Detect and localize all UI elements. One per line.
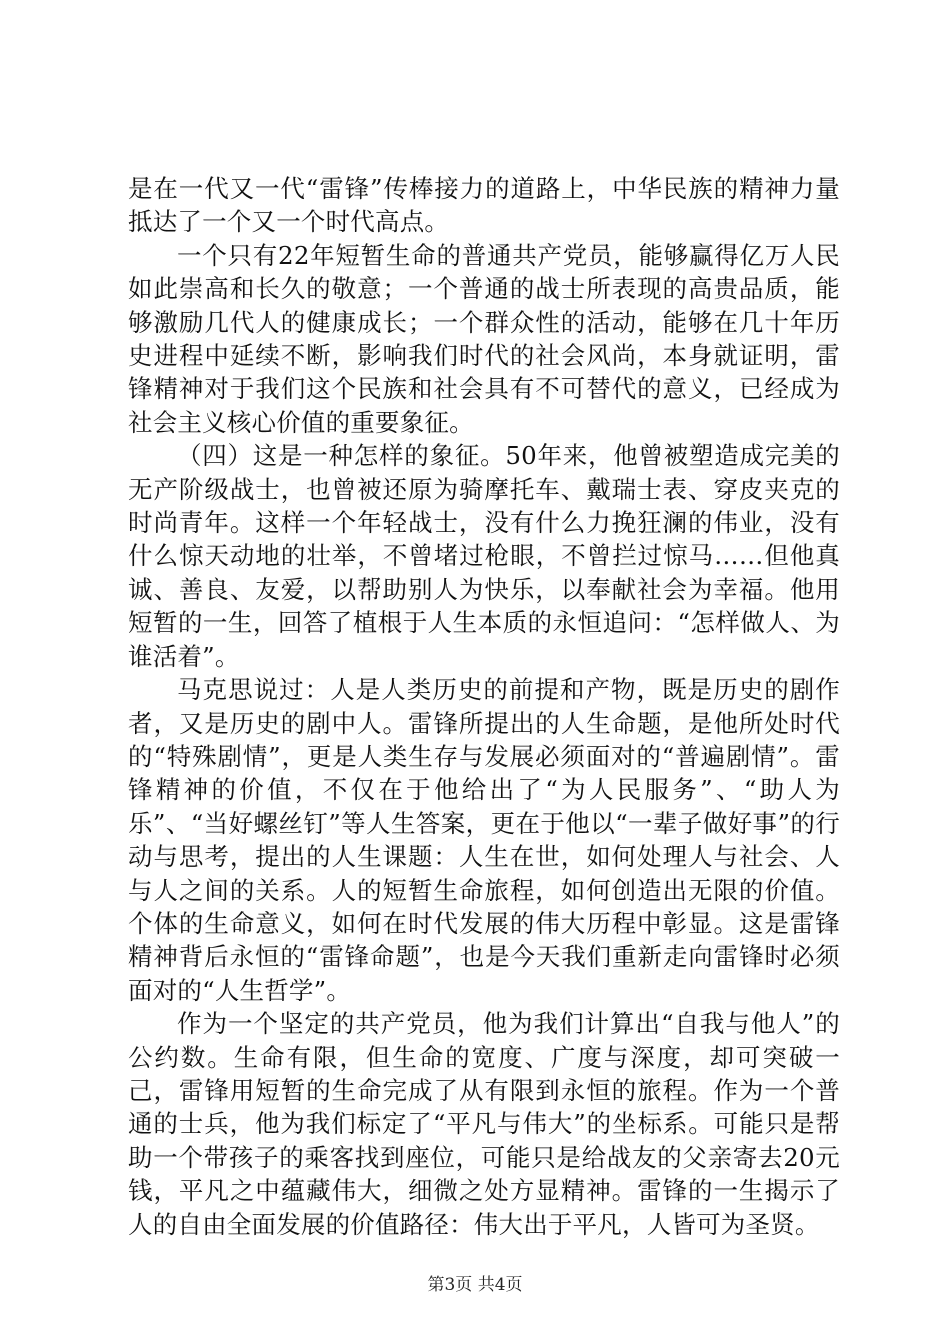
paragraph-4: 马克思说过：人是人类历史的前提和产物，既是历史的剧作者，又是历史的剧中人。雷锋所提出的人生命题，是他所处时代的“特殊剧情”，更是人类生存与发展必须面对的“普遍剧情”。雷锋精神的价值，不仅在于他给出了“为人民服务”、“助人为乐”、“当好螺丝钉”等人生答案，更在于他以“一辈子做好事”的行动与思考，提出的人生课题：人生在世，如何处理人与社会、人与人之间的关系。人的短暂生命旅程，如何创造出无限的价值。个体的生命意义，如何在时代发展的伟大历程中彰显。这是雷锋精神背后永恒的“雷锋命题”，也是今天我们重新走向雷锋时必须面对的“人生哲学”。 <box>128 675 840 1005</box>
paragraph-1: 是在一代又一代“雷锋”传棒接力的道路上，中华民族的精神力量抵达了一个又一个时代高点。 <box>128 174 840 237</box>
page-number-footer: 第3页 共4页 <box>427 1275 523 1295</box>
paragraph-5: 作为一个坚定的共产党员，他为我们计算出“自我与他人”的公约数。生命有限，但生命的宽度、广度与深度，却可突破一己，雷锋用短暂的生命完成了从有限到永恒的旅程。作为一个普通的士兵，他为我们标定了“平凡与伟大”的坐标系。可能只是帮助一个带孩子的乘客找到座位，可能只是给战友的父亲寄去20元钱，平凡之中蕴藏伟大，细微之处方显精神。雷锋的一生揭示了人的自由全面发展的价值路径：伟大出于平凡，人皆可为圣贤。 <box>128 1009 840 1239</box>
paragraph-2: 一个只有22年短暂生命的普通共产党员，能够赢得亿万人民如此崇高和长久的敬意；一个普通的战士所表现的高贵品质，能够激励几代人的健康成长；一个群众性的活动，能够在几十年历史进程中延续不断，影响我们时代的社会风尚，本身就证明，雷锋精神对于我们这个民族和社会具有不可替代的意义，已经成为社会主义核心价值的重要象征。 <box>128 240 840 437</box>
document-body <box>128 172 840 1241</box>
paragraph-3: （四）这是一种怎样的象征。50年来，他曾被塑造成完美的无产阶级战士，也曾被还原为骑摩托车、戴瑞士表、穿皮夹克的时尚青年。这样一个年轻战士，没有什么力挽狂澜的伟业，没有什么惊天动地的壮举，不曾堵过枪眼，不曾拦过惊马……但他真诚、善良、友爱，以帮助别人为快乐，以奉献社会为幸福。他用短暂的一生，回答了植根于人生本质的永恒追问：“怎样做人、为谁活着”。 <box>128 441 840 671</box>
